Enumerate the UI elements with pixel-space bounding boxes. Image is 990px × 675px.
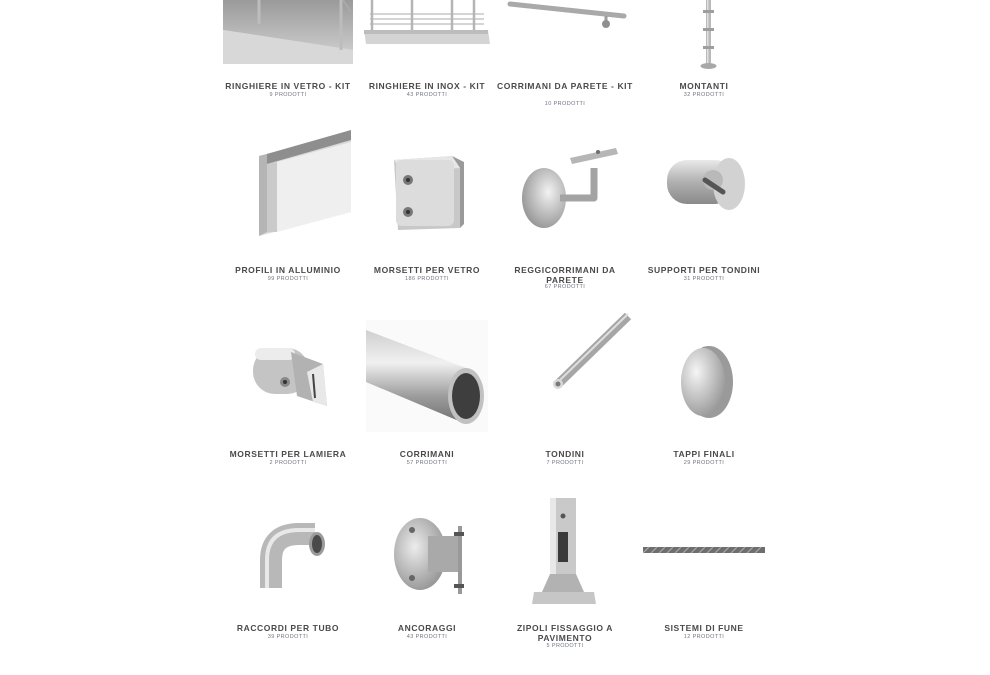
category-name: MORSETTI PER VETRO bbox=[373, 265, 481, 275]
glass-clamp-icon bbox=[390, 154, 470, 234]
handrail-tube-icon bbox=[366, 320, 488, 432]
category-name: ZIPOLI FISSAGGIO A PAVIMENTO bbox=[517, 623, 613, 643]
category-name: RACCORDI PER TUBO bbox=[236, 623, 340, 633]
category-count: 39 PRODOTTI bbox=[267, 634, 309, 640]
category-name: MORSETTI PER LAMIERA bbox=[229, 449, 347, 459]
category-count: 2 PRODOTTI bbox=[269, 460, 307, 466]
wall-handrail-kit-icon bbox=[500, 0, 630, 30]
category-name: REGGICORRIMANI DA PARETE bbox=[514, 265, 616, 285]
category-name: MONTANTI bbox=[679, 81, 729, 91]
category-count: 5 PRODOTTI bbox=[546, 643, 584, 649]
category-name: TONDINI bbox=[545, 449, 585, 459]
floor-spigot-icon bbox=[530, 496, 600, 608]
category-name: CORRIMANI DA PARETE - KIT bbox=[497, 81, 633, 91]
category-name: RINGHIERE IN VETRO - KIT bbox=[225, 81, 351, 91]
handrail-bracket-icon bbox=[520, 146, 620, 230]
category-count: 186 PRODOTTI bbox=[405, 276, 449, 282]
category-name: ANCORAGGI bbox=[397, 623, 457, 633]
category-name: TAPPI FINALI bbox=[673, 449, 735, 459]
category-count: 43 PRODOTTI bbox=[406, 92, 448, 98]
aluminium-profile-icon bbox=[253, 128, 353, 236]
category-count: 67 PRODOTTI bbox=[544, 284, 586, 290]
category-count: 32 PRODOTTI bbox=[683, 92, 725, 98]
category-count: 12 PRODOTTI bbox=[683, 634, 725, 640]
rod-icon bbox=[550, 312, 632, 392]
category-count: 31 PRODOTTI bbox=[683, 276, 725, 282]
steel-railing-kit-icon bbox=[362, 0, 492, 50]
category-name: PROFILI IN ALLUMINIO bbox=[235, 265, 341, 275]
rod-support-icon bbox=[663, 152, 751, 218]
category-count: 10 PRODOTTI bbox=[544, 101, 586, 107]
category-name: RINGHIERE IN INOX - KIT bbox=[368, 81, 486, 91]
category-count: 43 PRODOTTI bbox=[406, 634, 448, 640]
category-name: SISTEMI DI FUNE bbox=[664, 623, 744, 633]
category-count: 9 PRODOTTI bbox=[269, 92, 307, 98]
category-count: 29 PRODOTTI bbox=[683, 460, 725, 466]
anchor-icon bbox=[390, 512, 470, 600]
glass-railing-kit-icon bbox=[223, 0, 353, 66]
category-count: 99 PRODOTTI bbox=[267, 276, 309, 282]
sheet-clamp-icon bbox=[251, 342, 331, 410]
category-name: CORRIMANI bbox=[399, 449, 455, 459]
category-count: 7 PRODOTTI bbox=[546, 460, 584, 466]
end-cap-icon bbox=[677, 344, 737, 424]
category-count: 57 PRODOTTI bbox=[406, 460, 448, 466]
tube-fitting-icon bbox=[259, 520, 329, 590]
post-icon bbox=[694, 0, 724, 72]
cable-system-icon bbox=[643, 544, 765, 556]
category-name: SUPPORTI PER TONDINI bbox=[647, 265, 761, 275]
